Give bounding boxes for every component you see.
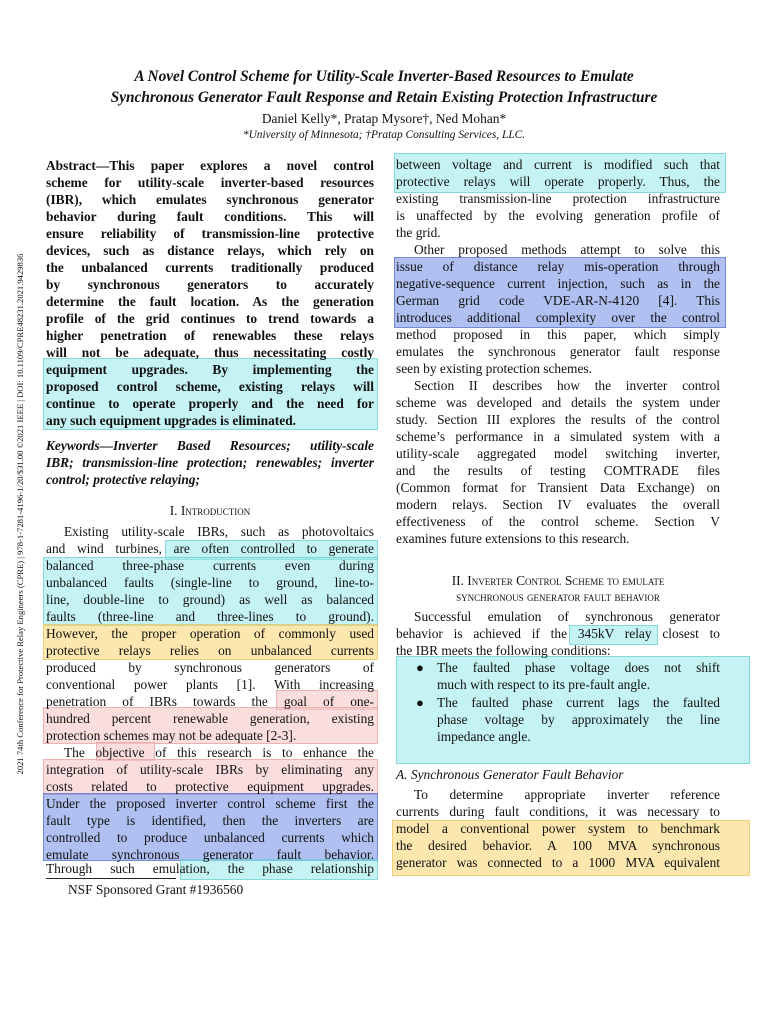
abstract-line: Abstract—This paper explores a novel control [46,158,374,173]
intro-line: Through such emulation, the phase relationship [46,861,374,876]
subsection-heading-a: A. Synchronous Generator Fault Behavior [396,767,624,782]
intro-line: unbalanced faults (single-line to ground, line-to- [46,575,374,590]
sub-a-line: model a conventional power system to benchmark [396,821,720,836]
body-line: study. Section III explores the results of the control [396,412,720,427]
abstract-line: devices, such as distance relays, which rely on [46,243,374,258]
body-line: protective relays will operate properly. Thus, the [396,174,720,189]
intro-line: produced by synchronous generators of [46,660,374,675]
body-line: German grid code VDE-AR-N-4120 [4]. This [396,293,720,308]
intro-line: fault type is identified, then the inverters are [46,813,374,828]
side-citation-text: 2021 74th Conference for Protective Relay Engineers (CPRE) | 978-1-7281-4196-1/20/$31.00 ©2021 IEEE | DOI: 10.1109/CPRE48231.2021.9429836 [15,253,25,775]
sec2-line: Successful emulation of synchronous generator [414,609,720,624]
intro-line: controlled to produce unbalanced currents which [46,830,374,845]
body-line: (Common format for Transient Data Exchange) on [396,480,720,495]
abstract-line: higher penetration of renewables these relays [46,328,374,343]
intro-line: The objective of this research is to enhance the [64,745,374,760]
body-line: and the results of testing COMTRADE files [396,463,720,478]
paper-title [40,66,728,108]
sub-a-line: currents during fault conditions, it was necessary to [396,804,720,819]
bullet-line: The faulted phase current lags the faulted [437,695,720,710]
body-line: scheme was developed and details the system under [396,395,720,410]
body-line: emulates the synchronous generator fault response [396,344,720,359]
keywords-line: Keywords—Inverter Based Resources; utility-scale [46,438,374,453]
intro-line: penetration of IBRs towards the goal of one- [46,694,374,709]
intro-line: hundred percent renewable generation, existing [46,711,374,726]
body-line: utility-scale aggregated model switching inverter, [396,446,720,461]
body-line: is unaffected by the evolving generation profile of [396,208,720,223]
body-line: introduces additional complexity over the control [396,310,720,325]
intro-line: protective relays relies on unbalanced currents [46,643,374,658]
intro-line: Existing utility-scale IBRs, such as photovoltaics [64,524,374,539]
affiliations: *University of Minnesota; †Pratap Consulting Services, LLC. [242,129,526,141]
title-line-1: A Novel Control Scheme for Utility-Scale Inverter-Based Resources to Emulate [134,68,634,85]
footnote-rule [46,878,176,879]
intro-line: protection schemes may not be adequate [2-3]. [46,728,297,743]
intro-line: costs related to protective equipment upgrades. [46,779,374,794]
intro-line: emulate synchronous generator fault behavior. [46,847,374,862]
intro-line: balanced three-phase currents even during [46,558,374,573]
title-line-2: Synchronous Generator Fault Response and Retain Existing Protection Infrastructure [110,89,658,106]
sec2-line: the IBR meets the following conditions: [396,643,611,658]
abstract-line: by synchronous generators to accurately [46,277,374,292]
section-heading-line: synchronous generator fault behavior [456,589,660,604]
author-list: Daniel Kelly*, Pratap Mysore†, Ned Mohan* [261,111,507,126]
body-line: seen by existing protection schemes. [396,361,592,376]
section-heading-introduction: I. Introduction [169,503,251,518]
body-line: modern relays. Section IV evaluates the overall [396,497,720,512]
abstract-line: scheme for utility-scale inverter-based resources [46,175,374,190]
body-line: existing transmission-line protection infrastructure [396,191,720,206]
body-line: between voltage and current is modified such that [396,157,720,172]
side-citation [8,214,32,814]
abstract-line: continue to operate properly and the need for [46,396,374,411]
intro-line: conventional power plants [1]. With increasing [46,677,374,692]
sub-a-line: generator was connected to a 1000 MVA equivalent [396,855,720,870]
body-line: scheme’s performance in a simulated system with a [396,429,720,444]
sub-a-line: To determine appropriate inverter reference [414,787,720,802]
bullet-icon: ● [416,695,424,710]
body-line: examines future extensions to this research. [396,531,630,546]
body-line: method proposed in this paper, which simply [396,327,720,342]
body-line: Other proposed methods attempt to solve this [414,242,720,257]
body-line: negative-sequence current injection, such as in the [396,276,720,291]
intro-line: integration of utility-scale IBRs by eliminating any [46,762,374,777]
section-heading-line: II. Inverter Control Scheme to emulate [451,573,665,588]
bullet-icon: ● [416,660,424,675]
abstract-line: will not be adequate, thus necessitating costly [46,345,374,360]
intro-line: and wind turbines, are often controlled to generate [46,541,374,556]
body-line: issue of distance relay mis-operation through [396,259,720,274]
abstract-line: proposed control scheme, existing relays will [46,379,374,394]
sec2-line: behavior is achieved if the 345kV relay closest to [396,626,720,641]
intro-line: However, the proper operation of commonly used [46,626,374,641]
abstract-line: behavior during fault conditions. This will [46,209,374,224]
keywords-line: control; protective relaying; [46,472,200,487]
intro-line: Under the proposed inverter control scheme first the [46,796,374,811]
bullet-line: phase voltage by approximately the line [437,712,720,727]
abstract-line: ensure reliability of transmission-line protective [46,226,374,241]
abstract-line: the unbalanced currents traditionally produced [46,260,374,275]
footnote-grant: NSF Sponsored Grant #1936560 [68,882,244,897]
bullet-line: impedance angle. [437,729,531,744]
keywords-line: IBR; transmission-line protection; renewables; inverter [46,455,374,470]
abstract-line: any such equipment upgrades is eliminated. [46,413,296,428]
intro-line: line, double-line to ground) as well as balanced [46,592,374,607]
abstract-line: profile of the grid continues to trend towards a [46,311,374,326]
sub-a-line: the desired behavior. A 100 MVA synchronous [396,838,720,853]
body-line: effectiveness of the control scheme. Section V [396,514,720,529]
body-line: Section II describes how the inverter control [414,378,720,393]
bullet-line: The faulted phase voltage does not shift [437,660,720,675]
body-line: the grid. [396,225,441,240]
abstract-line: determine the fault location. As the generation [46,294,374,309]
abstract-line: (IBR), which emulates synchronous generator [46,192,374,207]
abstract-line: equipment upgrades. By implementing the [46,362,374,377]
intro-line: faults (three-line and three-lines to ground). [46,609,374,624]
bullet-line: much with respect to its pre-fault angle. [437,677,651,692]
